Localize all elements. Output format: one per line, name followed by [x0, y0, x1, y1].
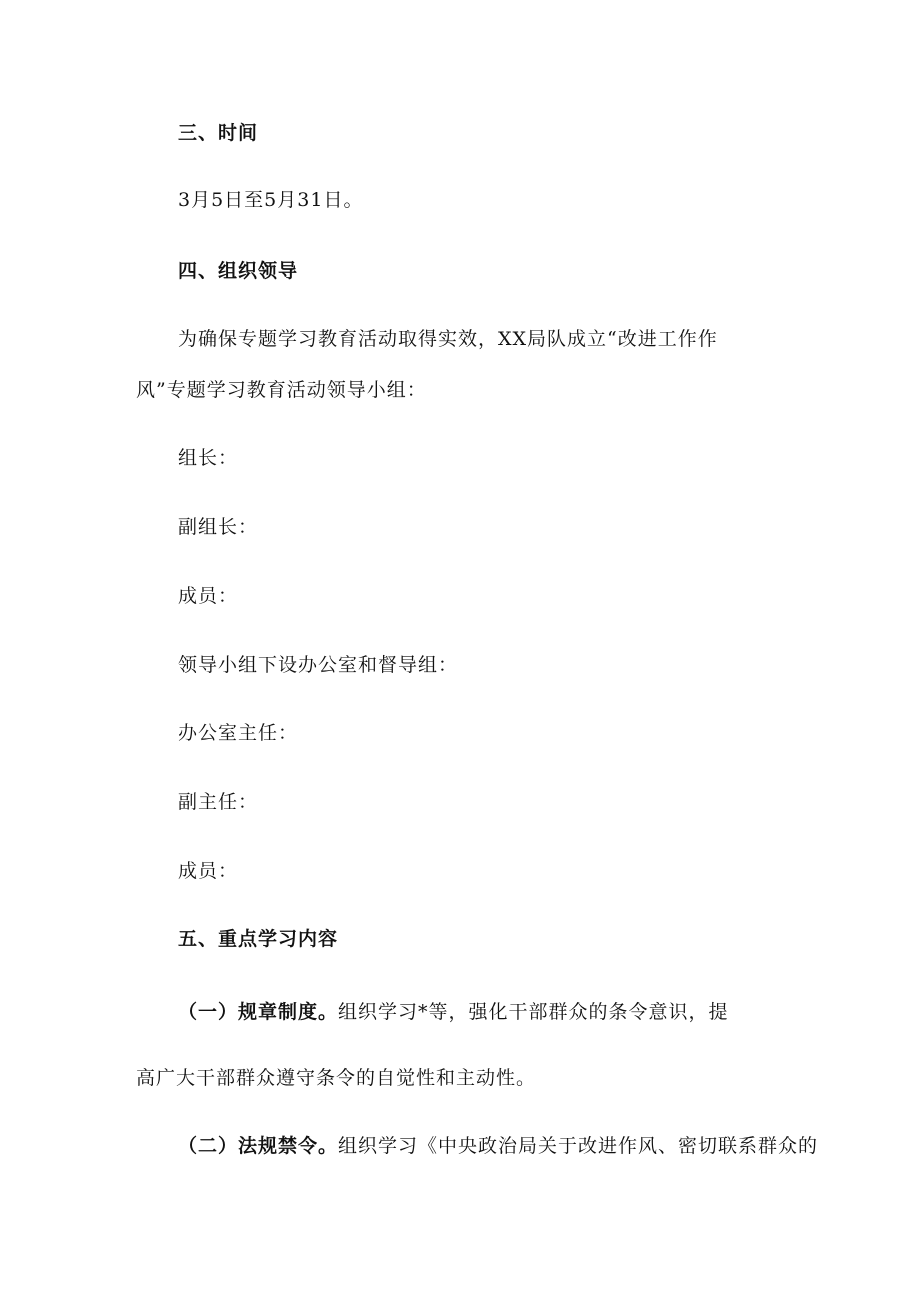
- office-intro-line: 领导小组下设办公室和督导组：: [178, 654, 459, 676]
- section-3-heading: 三、时间: [178, 122, 259, 144]
- item-1-line-1-rest: 组织学习*等，强化干部群众的条令意识，提: [338, 1001, 729, 1023]
- section-5-heading: 五、重点学习内容: [178, 928, 339, 950]
- members-line-2: 成员：: [178, 860, 239, 882]
- item-2-lead: （二）法规禁令。: [178, 1135, 339, 1157]
- item-2-line-1-rest: 组织学习《中央政治局关于改进作风、密切联系群众的: [338, 1135, 819, 1157]
- leader-line: 组长：: [178, 447, 239, 469]
- item-1-line-1: [178, 1003, 729, 1022]
- office-director-line: 办公室主任：: [178, 722, 299, 744]
- members-line-1: 成员：: [178, 585, 239, 607]
- section-3-body: 3月5日至5月31日。: [178, 189, 364, 211]
- deputy-leader-line: 副组长：: [178, 516, 259, 538]
- item-2-line-1: [178, 1137, 818, 1156]
- item-1-lead: （一）规章制度。: [178, 1001, 339, 1023]
- section-4-heading: 四、组织领导: [178, 260, 299, 282]
- item-1-line-2: 高广大干部群众遵守条令的自觉性和主动性。: [136, 1067, 537, 1089]
- deputy-director-line: 副主任：: [178, 791, 259, 813]
- section-4-paragraph-line-1: 为确保专题学习教育活动取得实效，XX局队成立“改进工作作: [178, 328, 718, 350]
- section-4-paragraph-line-2: 风”专题学习教育活动领导小组：: [136, 379, 427, 401]
